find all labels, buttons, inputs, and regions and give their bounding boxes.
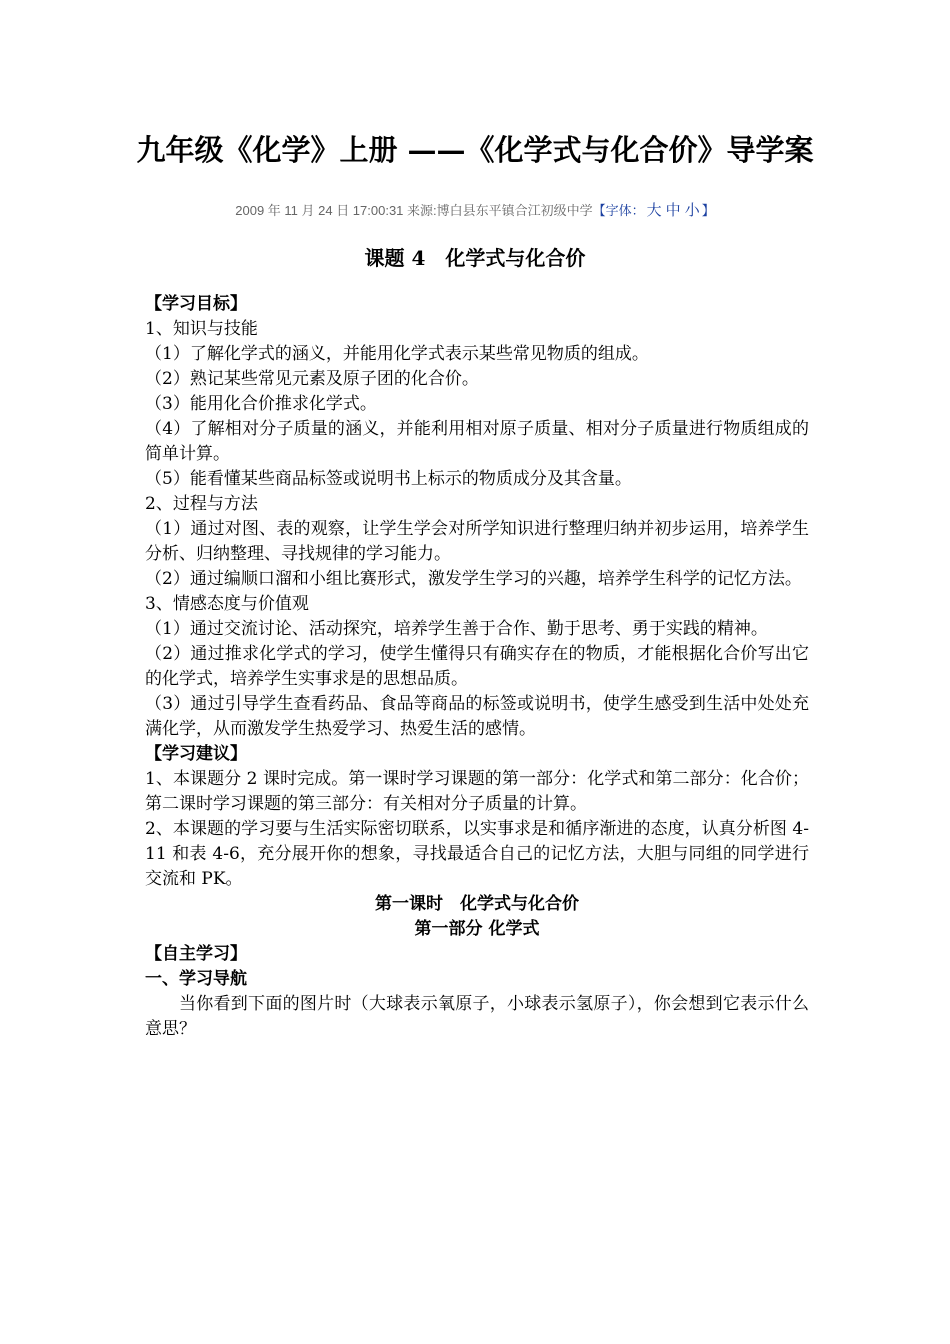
publish-info: 2009 年 11 月 24 日 17:00:31 来源:博白县东平镇合江初级中学 (235, 203, 593, 218)
page-title: 九年级《化学》上册 ——《化学式与化合价》导学案 (136, 133, 814, 167)
font-large-link[interactable]: 大 (646, 202, 662, 219)
section-heading-self-study: 【自主学习】 (145, 944, 247, 964)
goal-item: （4）了解相对分子质量的涵义，并能利用相对原子质量、相对分子质量进行物质组成的简单计算。 (145, 419, 809, 464)
goal-item: （2）通过编顺口溜和小组比赛形式，激发学生学习的兴趣，培养学生科学的记忆方法。 (145, 569, 802, 589)
advice-item: 1、本课题分 2 课时完成。第一课时学习课题的第一部分：化学式和第二部分：化合价；第二课时学习课题的第三部分：有关相对分子质量的计算。 (145, 769, 809, 814)
article-body (145, 292, 809, 1042)
lesson-subtitle: 课题 4 化学式与化合价 (364, 246, 586, 270)
goal-item: （1）通过交流讨论、活动探究，培养学生善于合作、勤于思考、勇于实践的精神。 (145, 619, 768, 639)
goal-heading-process: 2、过程与方法 (145, 494, 258, 514)
study-nav-text: 当你看到下面的图片时（大球表示氧原子，小球表示氢原子），你会想到它表示什么意思？ (145, 994, 809, 1039)
goal-item: （5）能看懂某些商品标签或说明书上标示的物质成分及其含量。 (145, 469, 632, 489)
advice-item: 2、本课题的学习要与生活实际密切联系，以实事求是和循序渐进的态度，认真分析图 4-11 和表 4-6，充分展开你的想象，寻找最适合自己的记忆方法，大胆与同组的同学进行交流和 PK。 (145, 819, 809, 889)
font-control-close: 】 (701, 203, 715, 218)
goal-item: （3）通过引导学生查看药品、食品等商品的标签或说明书，使学生感受到生活中处处充满化学，从而激发学生热爱学习、热爱生活的感情。 (145, 694, 809, 739)
font-size-control (593, 203, 715, 218)
font-medium-link[interactable]: 中 (665, 202, 681, 219)
goal-item: （2）熟记某些常见元素及原子团的化合价。 (145, 369, 479, 389)
goal-heading-knowledge: 1、知识与技能 (145, 319, 258, 339)
section-heading-advice: 【学习建议】 (145, 744, 247, 764)
goal-heading-attitude: 3、情感态度与价值观 (145, 594, 309, 614)
font-control-open: 【字体： (592, 203, 645, 218)
section-heading-goals: 【学习目标】 (145, 294, 247, 314)
goal-item: （1）通过对图、表的观察，让学生学会对所学知识进行整理归纳并初步运用，培养学生分析、归纳整理、寻找规律的学习能力。 (145, 519, 809, 564)
font-small-link[interactable]: 小 (684, 202, 700, 219)
goal-item: （2）通过推求化学式的学习，使学生懂得只有确实存在的物质，才能根据化合价写出它的化学式，培养学生实事求是的思想品质。 (145, 644, 809, 689)
goal-item: （1）了解化学式的涵义，并能用化学式表示某些常见物质的组成。 (145, 344, 649, 364)
part-heading: 第一部分 化学式 (414, 919, 540, 939)
goal-item: （3）能用化合价推求化学式。 (145, 394, 377, 414)
lesson-heading: 第一课时 化学式与化合价 (375, 894, 579, 914)
study-nav-heading: 一、学习导航 (145, 969, 247, 989)
article-meta (0, 199, 950, 220)
